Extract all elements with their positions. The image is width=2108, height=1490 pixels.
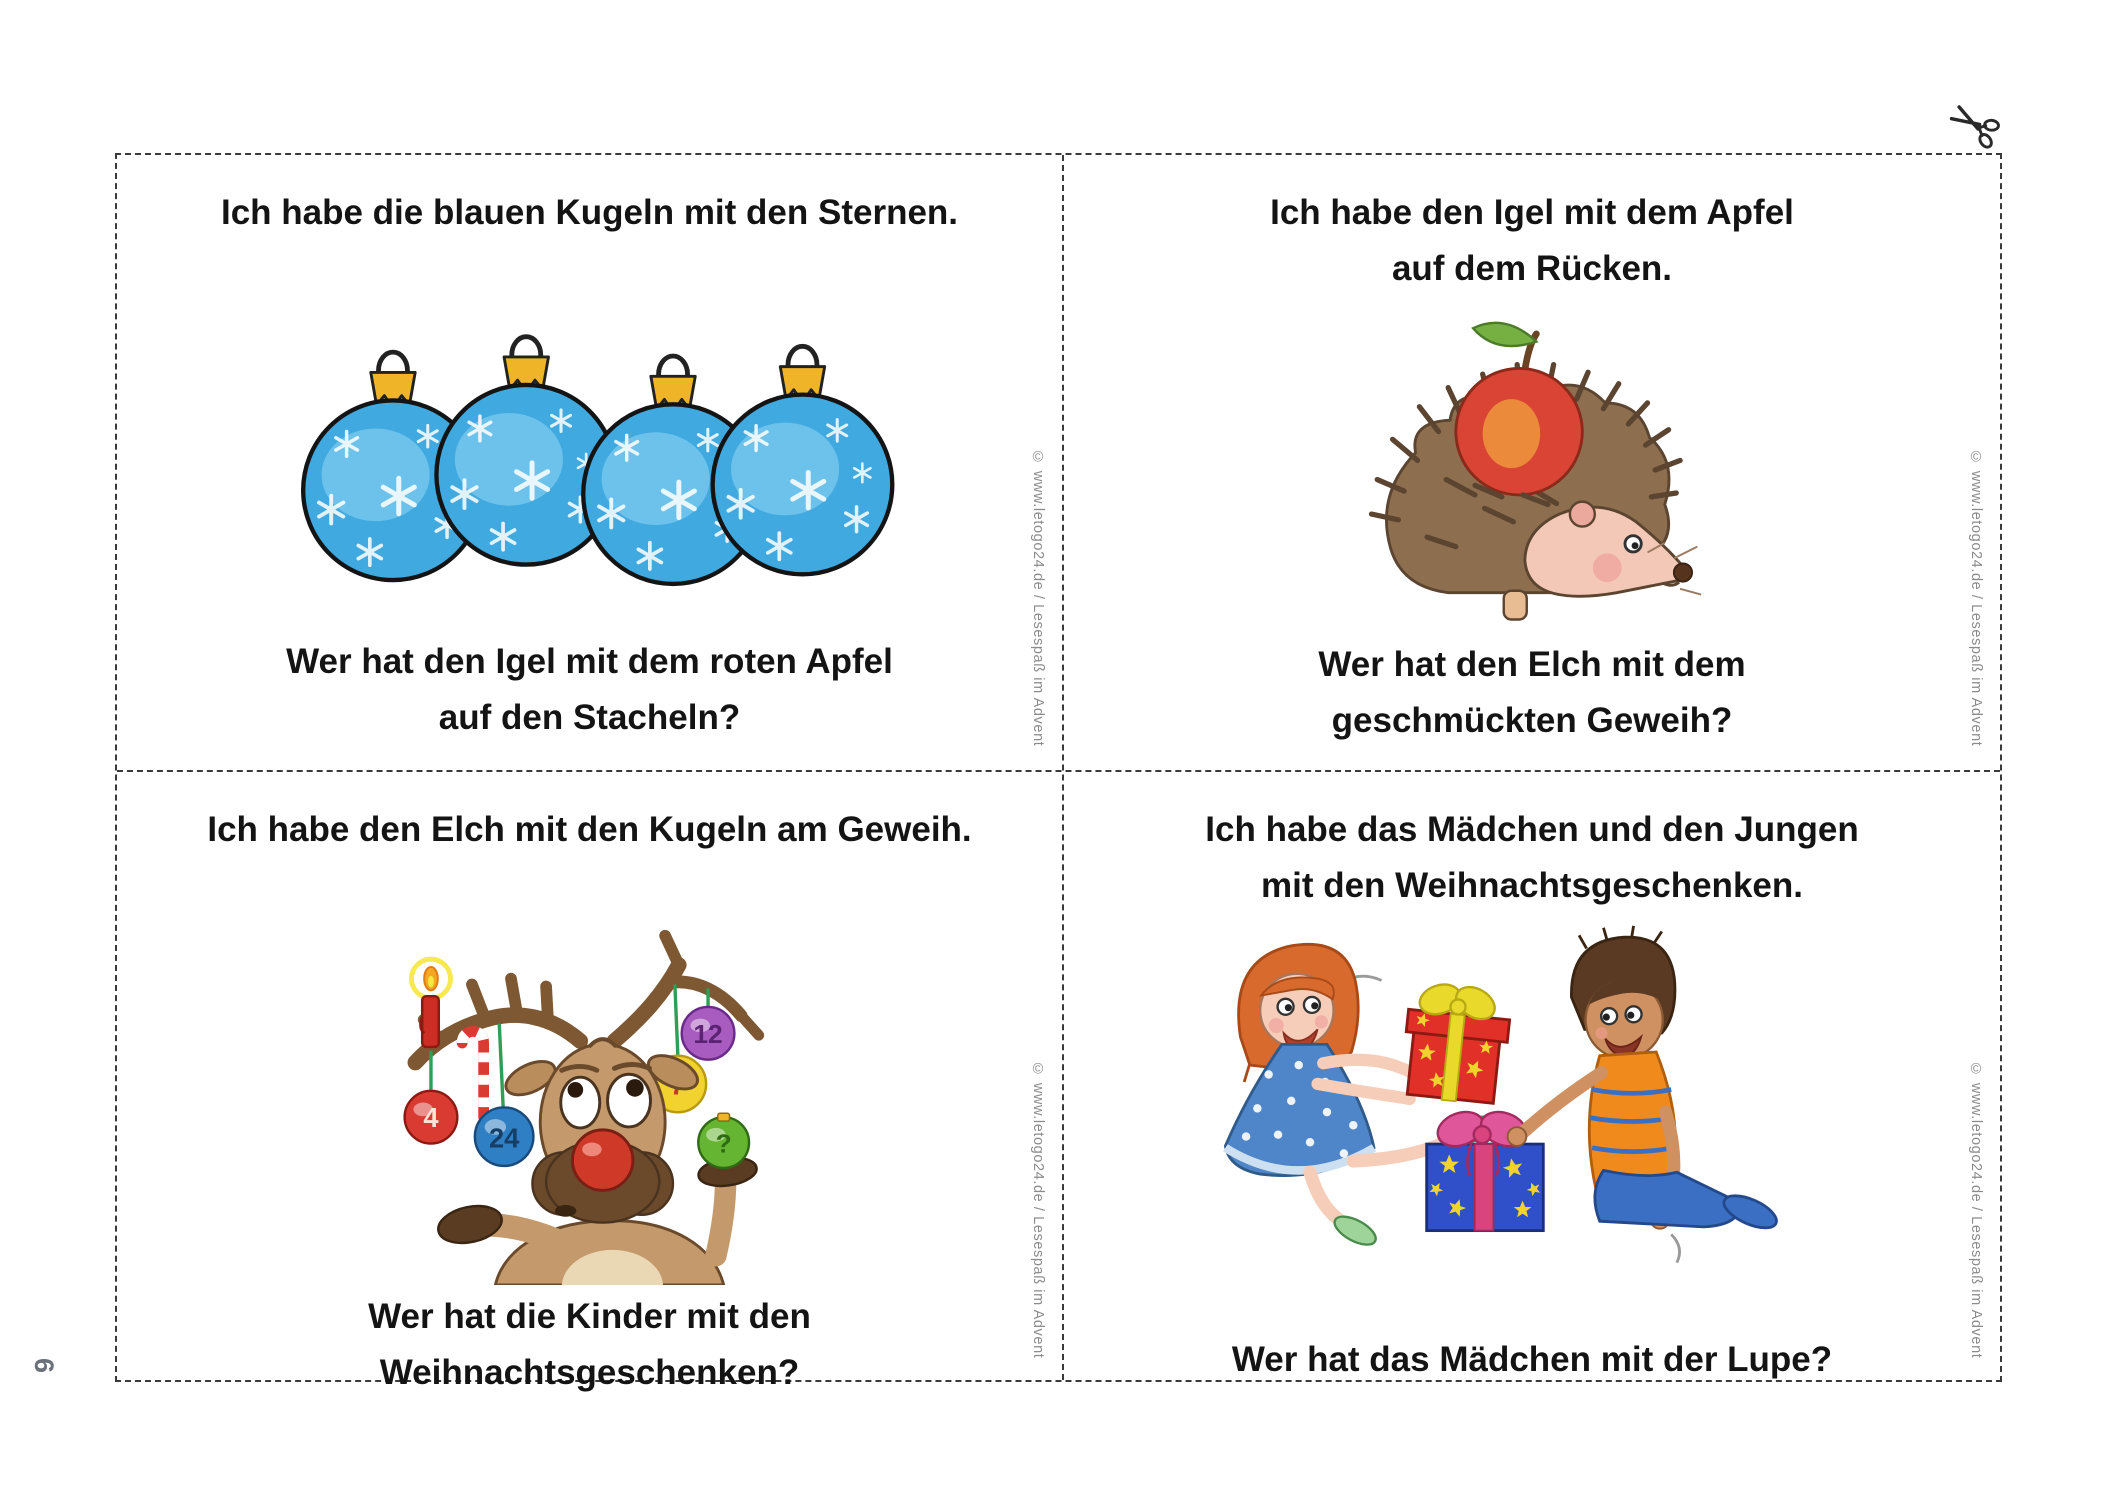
copyright-text: © www.letogo24.de / Lesespaß im Advent	[1030, 1061, 1046, 1359]
elk-hoof-left	[434, 1201, 504, 1249]
svg-text:?: ?	[715, 1128, 732, 1159]
ornament-ball-24	[474, 1107, 533, 1166]
statement-line-2: mit den Weihnachtsgeschenken.	[1260, 866, 1803, 905]
hedgehog-leg	[1503, 591, 1526, 620]
card-statement	[221, 185, 958, 307]
motion-line	[1671, 1234, 1679, 1262]
card-question	[368, 1285, 811, 1401]
elk-illustration	[117, 924, 1062, 1285]
svg-text:4: 4	[422, 1101, 439, 1133]
question-line-1: Wer hat den Igel mit dem roten Apfel	[286, 642, 893, 681]
svg-text:12: 12	[692, 1019, 723, 1050]
hedgehog-ear	[1569, 502, 1594, 527]
boy-pants	[1595, 1170, 1739, 1226]
scissors-icon-svg	[1943, 94, 2013, 159]
hedgehog-with-apple-icon	[1360, 307, 1705, 633]
card-elk-antlers	[117, 772, 1062, 1392]
statement-line-1: Ich habe das Mädchen und den Jungen	[1205, 810, 1859, 849]
card-question	[1318, 633, 1745, 749]
statement-line-1: Ich habe die blauen Kugeln mit den Sternen.	[220, 193, 959, 232]
copyright-text: © www.letogo24.de / Lesespaß im Advent	[1968, 1061, 1984, 1359]
card-children-presents	[1064, 772, 2000, 1380]
ornament-ball-question	[698, 1113, 749, 1168]
candy-cane-ornament	[462, 1031, 483, 1117]
card-question	[1232, 1272, 1832, 1388]
boy-figure	[1508, 926, 1781, 1235]
question-line-1: Wer hat die Kinder mit den	[368, 1297, 811, 1336]
page-number: 6	[29, 1357, 60, 1374]
question-line-2: auf den Stacheln?	[438, 698, 741, 737]
card-statement	[207, 802, 971, 924]
copyright-text: © www.letogo24.de / Lesespaß im Advent	[1968, 449, 1984, 747]
four-blue-baubles-icon	[280, 328, 900, 610]
elk-with-ornaments-icon	[380, 924, 800, 1285]
girl-and-boy-with-presents-icon	[1212, 924, 1852, 1272]
question-line-2: Weihnachtsgeschenken?	[379, 1353, 800, 1392]
card-question	[286, 630, 893, 746]
card-statement	[1205, 802, 1858, 924]
ornament-ball-12	[681, 1007, 734, 1060]
svg-text:24: 24	[488, 1122, 519, 1154]
card-statement	[1270, 185, 1794, 307]
hedgehog-nose	[1673, 563, 1691, 581]
statement-line-1: Ich habe den Elch mit den Kugeln am Geweih.	[207, 810, 972, 849]
ornament-ball-4	[404, 1091, 457, 1144]
girl-shoe	[1330, 1211, 1380, 1250]
boy-foot	[1719, 1189, 1780, 1234]
card-grid	[115, 153, 2002, 1392]
statement-line-1: Ich habe den Igel mit dem Apfel	[1270, 193, 1794, 232]
elk-red-nose	[572, 1130, 632, 1190]
hedgehog-cheek	[1592, 553, 1621, 582]
copyright-text: © www.letogo24.de / Lesespaß im Advent	[1030, 449, 1046, 747]
boy-hand	[1508, 1127, 1527, 1146]
children-illustration	[1064, 924, 2000, 1272]
question-line-2: geschmückten Geweih?	[1331, 701, 1733, 740]
baubles-illustration	[117, 307, 1062, 630]
card-blue-baubles	[117, 155, 1062, 770]
hedgehog-illustration	[1064, 307, 2000, 633]
card-hedgehog-apple	[1064, 155, 2000, 770]
question-line-1: Wer hat das Mädchen mit der Lupe?	[1231, 1340, 1833, 1379]
question-line-1: Wer hat den Elch mit dem	[1318, 645, 1746, 684]
red-gift	[1400, 975, 1514, 1106]
statement-line-2: auf dem Rücken.	[1391, 249, 1673, 288]
